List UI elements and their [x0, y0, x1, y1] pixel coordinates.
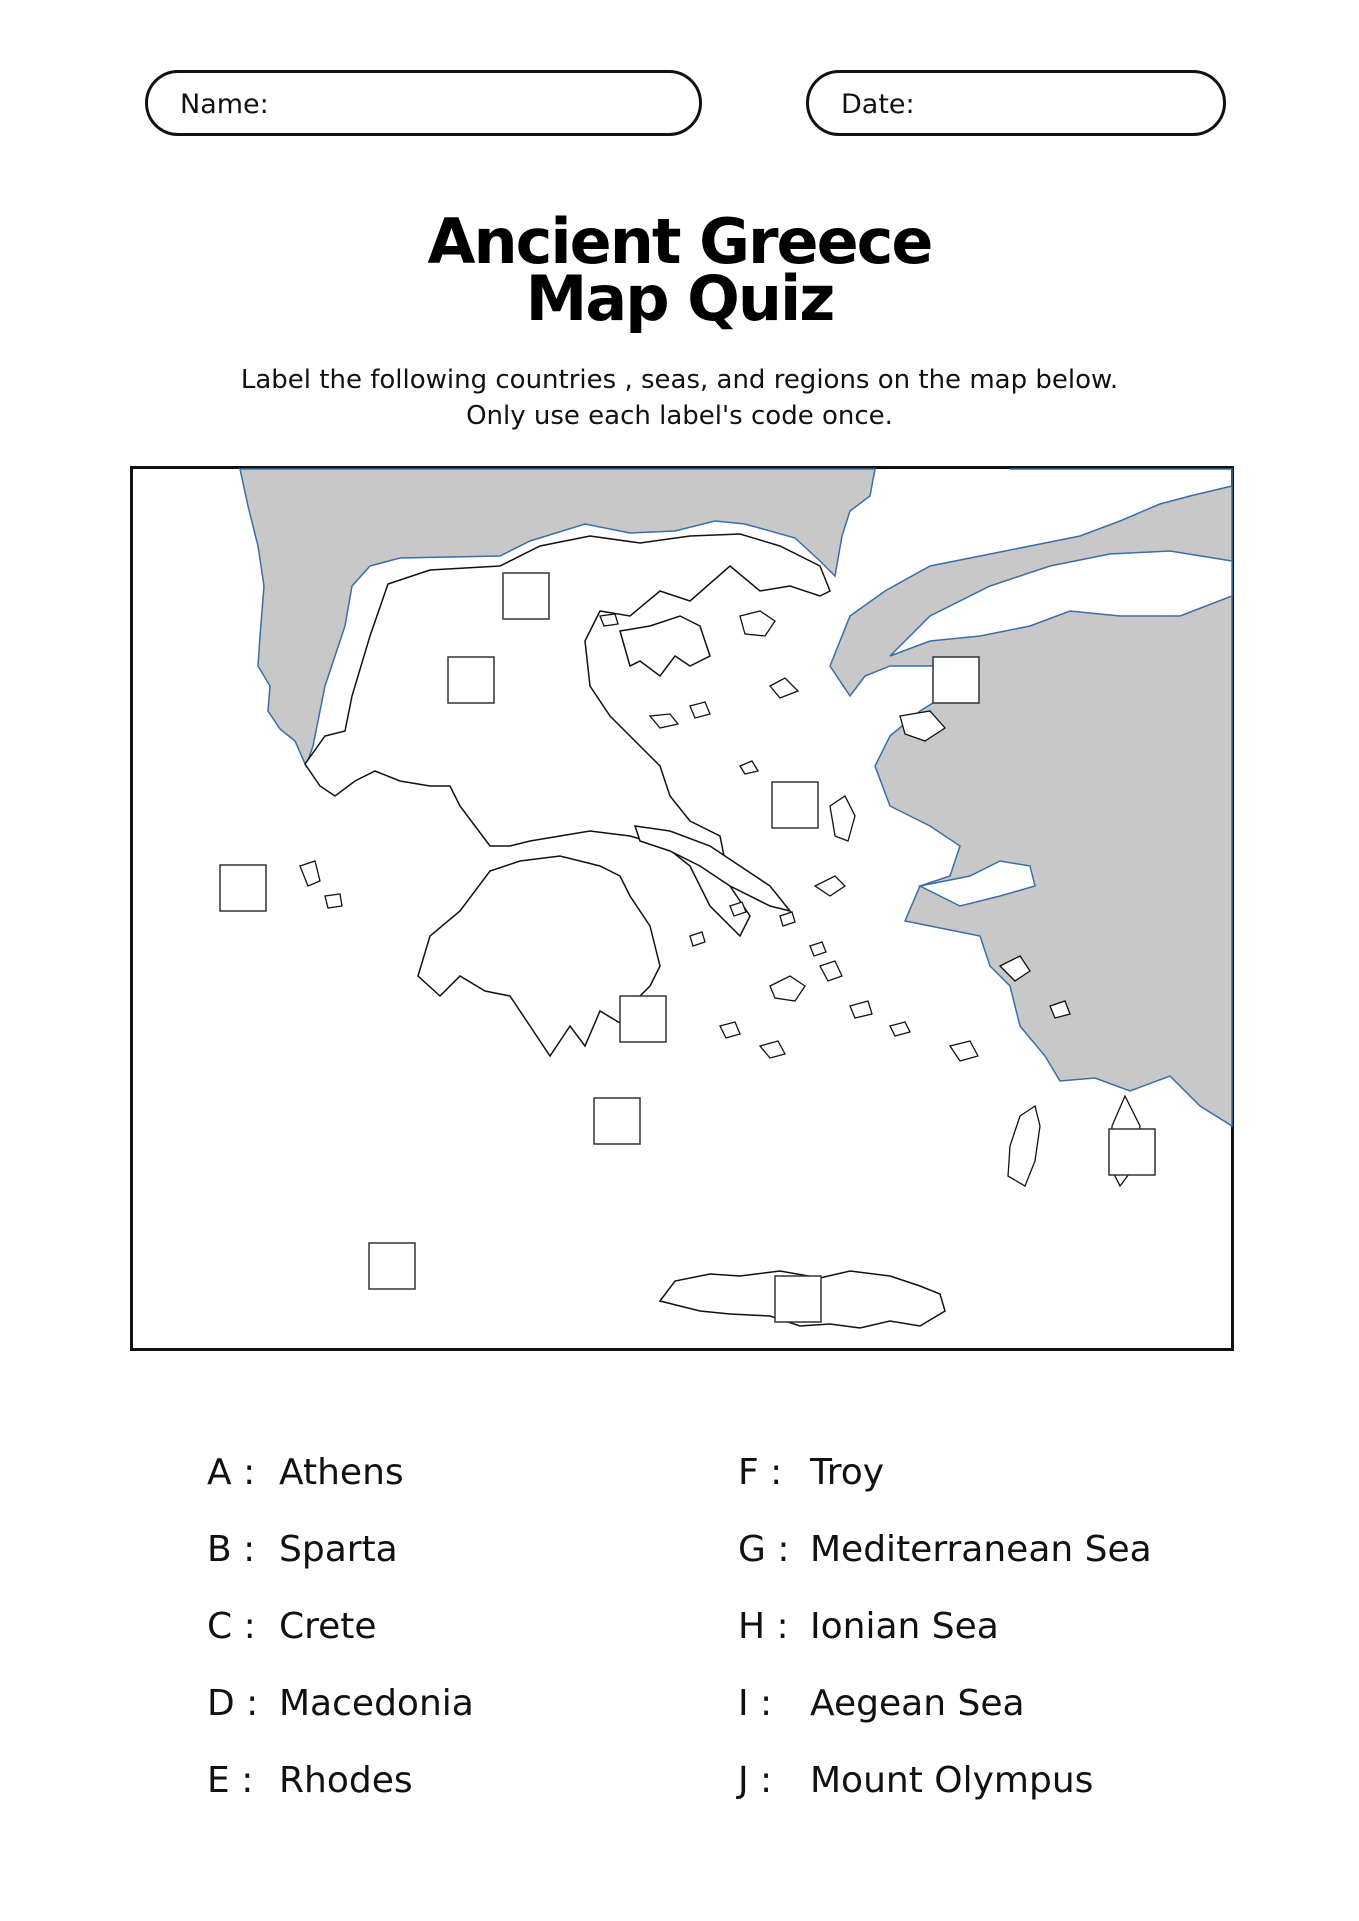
date-label: Date:	[841, 89, 915, 120]
key-code: J :	[738, 1760, 773, 1801]
name-field[interactable]	[145, 70, 702, 136]
key-label: Rhodes	[279, 1760, 413, 1801]
key-label: Crete	[279, 1606, 377, 1647]
answer-box-1[interactable]	[503, 573, 549, 619]
key-label: Macedonia	[279, 1683, 474, 1724]
answer-box-7[interactable]	[594, 1098, 640, 1144]
answer-box-10[interactable]	[775, 1276, 821, 1322]
answer-box-9[interactable]	[369, 1243, 415, 1289]
answer-box-6[interactable]	[620, 996, 666, 1042]
key-item-c	[207, 1606, 377, 1647]
answer-box-8[interactable]	[1109, 1129, 1155, 1175]
key-code: F :	[738, 1452, 783, 1493]
instructions-line-1: Label the following countries , seas, and regions on the map below.	[240, 365, 1119, 395]
key-code: D :	[207, 1683, 259, 1724]
key-label: Troy	[810, 1452, 885, 1493]
key-label: Mediterranean Sea	[810, 1529, 1152, 1570]
key-label: Ionian Sea	[810, 1606, 999, 1647]
page-title-line-1: Ancient Greece	[427, 205, 932, 278]
key-code: B :	[207, 1529, 256, 1570]
key-item-b	[207, 1529, 398, 1570]
key-label: Athens	[279, 1452, 404, 1493]
key-item-a	[207, 1452, 404, 1493]
key-item-j	[738, 1760, 1093, 1801]
key-item-i	[738, 1683, 1025, 1724]
key-code: G :	[738, 1529, 790, 1570]
key-item-f	[738, 1452, 884, 1493]
key-code: E :	[207, 1760, 254, 1801]
answer-box-2[interactable]	[448, 657, 494, 703]
key-item-d	[207, 1683, 474, 1724]
instructions-line-2: Only use each label's code once.	[466, 401, 893, 431]
key-label: Mount Olympus	[810, 1760, 1094, 1801]
key-code: A :	[207, 1452, 256, 1493]
page-title-line-2: Map Quiz	[525, 262, 834, 335]
key-code: C :	[207, 1606, 256, 1647]
key-label: Sparta	[279, 1529, 398, 1570]
key-item-g	[738, 1529, 1152, 1570]
key-item-h	[738, 1606, 999, 1647]
key-code: I :	[738, 1683, 773, 1724]
answer-box-5[interactable]	[220, 865, 266, 911]
answer-box-3[interactable]	[933, 657, 979, 703]
key-item-e	[207, 1760, 413, 1801]
date-field[interactable]	[806, 70, 1226, 136]
name-label: Name:	[180, 89, 269, 120]
greece-map	[130, 466, 1234, 1351]
key-code: H :	[738, 1606, 789, 1647]
answer-box-4[interactable]	[772, 782, 818, 828]
key-label: Aegean Sea	[810, 1683, 1025, 1724]
